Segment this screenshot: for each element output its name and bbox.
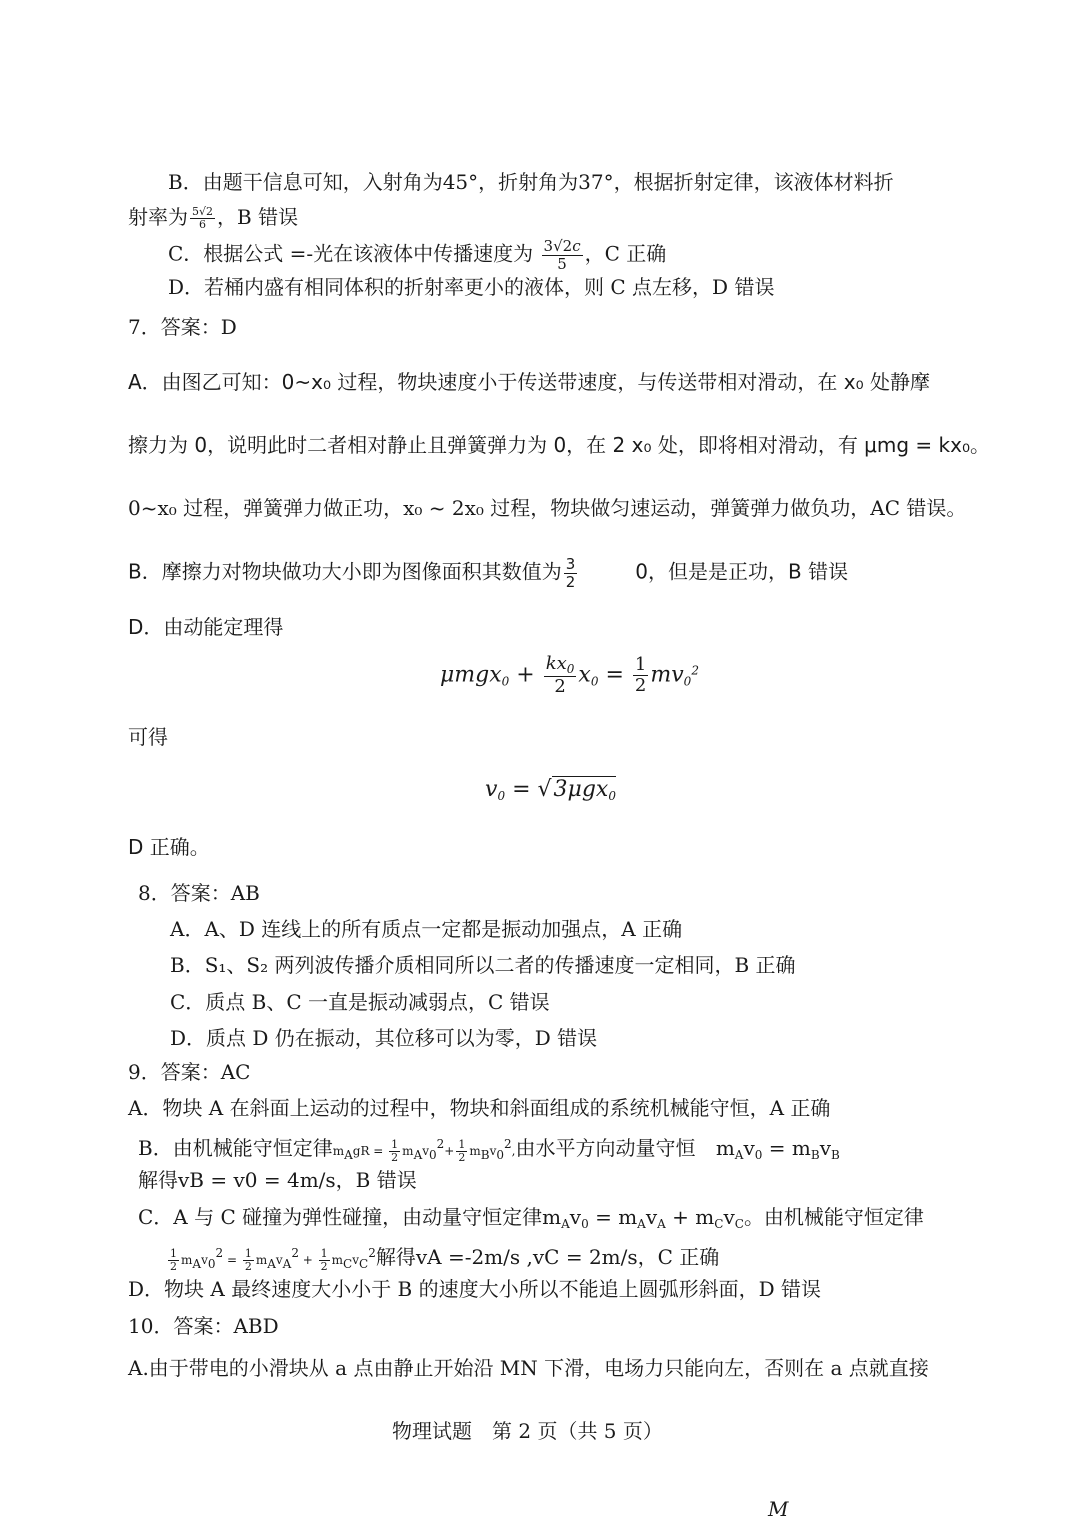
q9-answer: 9．答案：AC bbox=[128, 1060, 251, 1084]
q9-b-text-b: 由水平方向动量守恒 bbox=[515, 1136, 696, 1160]
q7-d-correct: D 正确。 bbox=[128, 835, 210, 859]
q6-b-text-a: 射率为 bbox=[128, 205, 188, 229]
q9-b-text-a: B．由机械能守恒定律 bbox=[138, 1136, 333, 1160]
q7-option-d: D．由动能定理得 bbox=[128, 615, 284, 639]
q9-momentum-equation: $m_Av_0 = m_Bv_B$ bbox=[715, 1136, 840, 1162]
q9-c-energy-equation: $\frac{1}{2}$ $m_Av_0^2$ = $\frac{1}{2}$ $m_Av_A^2$ + $\frac{1}{2}$ $m_Cv_C^2$ bbox=[170, 1246, 376, 1273]
q6-c-text-a: C．根据公式 bbox=[168, 241, 284, 266]
q7-kede: 可得 bbox=[128, 725, 168, 749]
q9-c-text-c: 解得vA =-2m/s ,vC = 2m/s，C 正确 bbox=[375, 1245, 720, 1269]
q8-option-b: B．S₁、S₂ 两列波传播介质相同所以二者的传播速度一定相同，B 正确 bbox=[170, 953, 796, 977]
q9-option-d: D．物块 A 最终速度大小小于 B 的速度大小所以不能追上圆弧形斜面，D 错误 bbox=[128, 1277, 821, 1301]
q9-c-momentum: $m_Av_0 = m_Av_A + m_Cv_C$ bbox=[542, 1205, 744, 1231]
q6-c-text-c: ，C 正确 bbox=[584, 241, 667, 266]
q9-option-a: A．物块 A 在斜面上运动的过程中，物块和斜面组成的系统机械能守恒，A 正确 bbox=[128, 1096, 831, 1120]
q8-answer: 8．答案：AB bbox=[138, 881, 260, 905]
q7-option-a-line2: 擦力为 0，说明此时二者相对静止且弹簧弹力为 0，在 2 x₀ 处，即将相对滑动，有 μmg = kx₀。 bbox=[128, 433, 990, 457]
q9-c-text-a: C．A 与 C 碰撞为弹性碰撞，由动量守恒定律 bbox=[138, 1205, 543, 1229]
q9-c-text-b: 。由机械能守恒定律 bbox=[743, 1205, 924, 1229]
q7-b-text-a: B．摩擦力对物块做功大小即为图像面积其数值为 bbox=[128, 559, 562, 584]
q6-c-text-b: =-光在该液体中传播速度为 bbox=[289, 241, 534, 266]
q8-option-d: D．质点 D 仍在振动，其位移可以为零，D 错误 bbox=[170, 1026, 598, 1050]
q6-option-c bbox=[168, 238, 666, 272]
q6-speed-fraction: $\frac{3√2c}{5}$ bbox=[543, 237, 581, 273]
q7-option-b bbox=[128, 556, 848, 590]
q7-three-halves-fraction: $\frac{3}{2}$ bbox=[565, 555, 576, 591]
q7-equation-energy: μmgx$_0$ + $\frac{kx_0}{2}$ $x_0$ = $\frac{1}{2}$ $mv_0^2$ bbox=[440, 653, 699, 698]
q6-option-b-line2 bbox=[128, 202, 298, 232]
q7-b-text-b: 0，但是是正功，B 错误 bbox=[635, 559, 849, 584]
stray-label-m: M bbox=[768, 1497, 789, 1521]
q7-option-a-line3: 0~x₀ 过程，弹簧弹力做正功，x₀ ~ 2x₀ 过程，物块做匀速运动，弹簧弹力做负功，AC 错误。 bbox=[128, 496, 967, 520]
q9-option-b-line2: 解得vB = v0 = 4m/s，B 错误 bbox=[138, 1168, 417, 1192]
q7-equation-velocity: $v_0 = √3\mu gx_0$ bbox=[485, 777, 616, 803]
q9-option-c-line1 bbox=[138, 1202, 924, 1239]
q9-option-c-line2 bbox=[166, 1238, 719, 1279]
q8-option-a: A．A、D 连线上的所有质点一定都是振动加强点，A 正确 bbox=[170, 917, 683, 941]
page-footer: 物理试题 第 2 页（共 5 页） bbox=[392, 1419, 663, 1443]
q7-option-a-line1: A．由图乙可知：0~x₀ 过程，物块速度小于传送带速度，与传送带相对滑动，在 x₀ 处静摩 bbox=[128, 370, 930, 394]
q6-option-d: D．若桶内盛有相同体积的折射率更小的液体，则 C 点左移，D 错误 bbox=[168, 275, 775, 299]
q6-b-text-b: ，B 错误 bbox=[217, 205, 299, 229]
q6-option-b-line1: B．由题干信息可知，入射角为45°，折射角为37°，根据折射定律，该液体材料折 bbox=[168, 170, 894, 194]
q9-option-b-line1 bbox=[138, 1129, 840, 1170]
q8-option-c: C．质点 B、C 一直是振动减弱点，C 错误 bbox=[170, 990, 550, 1014]
q6-refractive-index-fraction: $\frac{5√2}{6}$ bbox=[192, 204, 214, 231]
q10-option-a-line1: A.由于带电的小滑块从 a 点由静止开始沿 MN 下滑，电场力只能向左，否则在 a 点就直接 bbox=[128, 1356, 929, 1380]
q10-answer: 10．答案：ABD bbox=[128, 1314, 279, 1338]
q7-answer: 7．答案：D bbox=[128, 315, 237, 339]
q9-energy-equation: $m_AgR$ = $\frac{1}{2}$ $m_Av_0^2+$ $\frac{1}{2}$ $m_Bv_0^2$, bbox=[332, 1137, 516, 1164]
